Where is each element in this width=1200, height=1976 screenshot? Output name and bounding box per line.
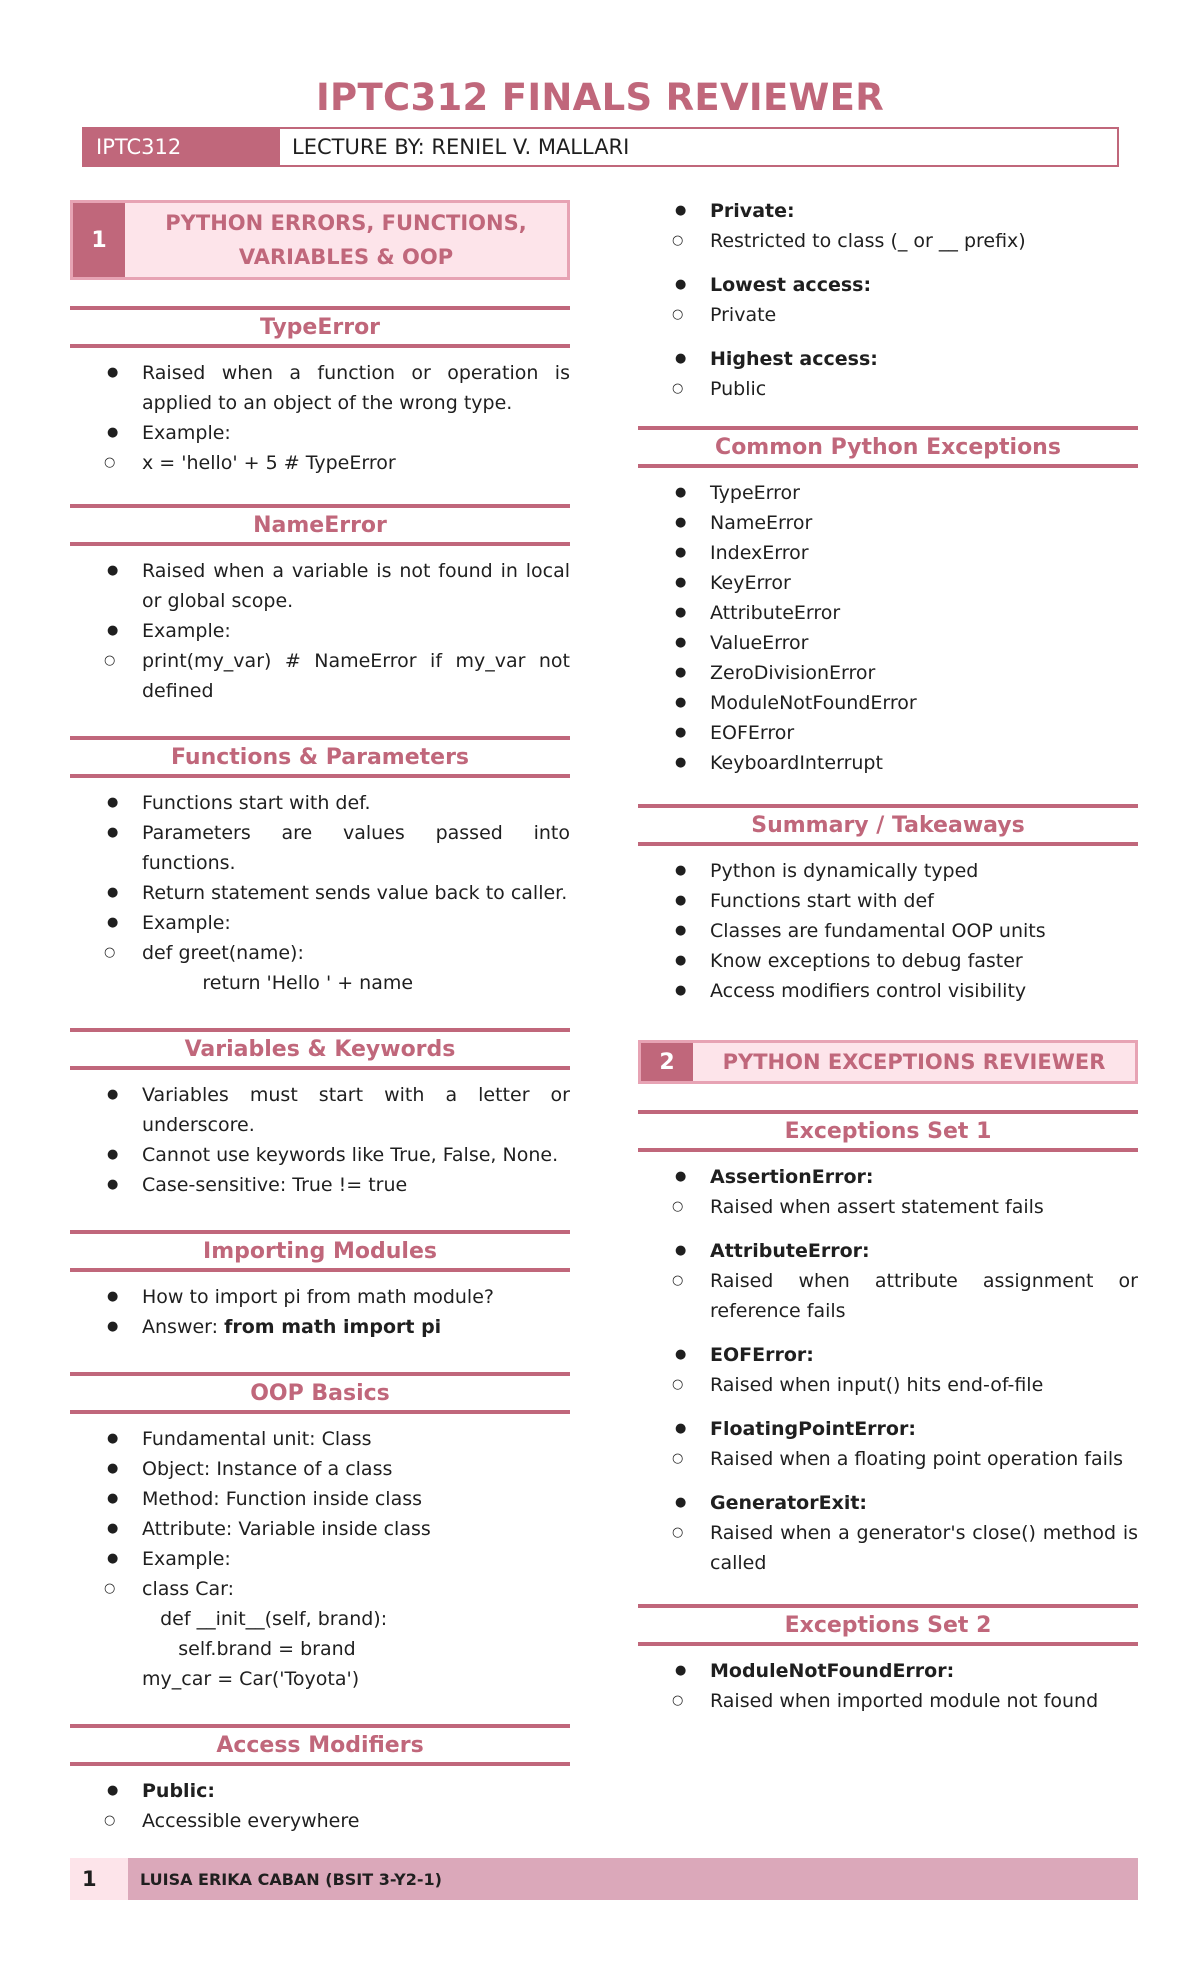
list-item: ● EOFError [638,718,1138,748]
code-line: my_car = Car('Toyota') [142,1668,360,1690]
section-title: PYTHON ERRORS, FUNCTIONS, VARIABLES & OOP [165,211,527,269]
heading-nameerror: NameError [70,504,570,546]
list-item: ● AttributeError [638,598,1138,628]
importing-list [70,1282,570,1342]
access-list [70,1776,570,1836]
list-item: ● Python is dynamically typed [638,856,1138,886]
exceptions-set1-list [638,1162,1138,1578]
common-exceptions-list [638,478,1138,778]
list-item: ● Method: Function inside class [70,1484,570,1514]
list-item: ● IndexError [638,538,1138,568]
access-public-desc: ○ Accessible everywhere [70,1806,570,1836]
heading-oop: OOP Basics [70,1372,570,1414]
code-line: self.brand = brand [142,1638,356,1660]
access-lowest-label: Lowest access: [710,274,872,296]
example-label: Example: [142,1548,231,1570]
list-item [70,1312,570,1342]
header-bar [82,127,1119,167]
answer-label: Answer: [142,1316,225,1338]
list-item: ● ModuleNotFoundError [638,688,1138,718]
footer [70,1858,1138,1900]
exception-name: ModuleNotFoundError: [710,1660,955,1682]
exception-desc: ○ Raised when attribute assignment or reference fails [638,1266,1138,1326]
list-item: ● Know exceptions to debug faster [638,946,1138,976]
exception-desc: ○ Raised when input() hits end-of-file [638,1370,1138,1400]
exception-desc: ○ Raised when assert statement fails [638,1192,1138,1222]
exception-name: GeneratorExit: [710,1492,868,1514]
list-item: ● KeyboardInterrupt [638,748,1138,778]
access-highest-desc: ○ Public [638,374,1138,404]
list-item: ● Variables must start with a letter or underscore. [70,1080,570,1140]
list-item: ● Classes are fundamental OOP units [638,916,1138,946]
answer-text: from math import pi [224,1316,442,1338]
heading-summary: Summary / Takeaways [638,804,1138,846]
list-item: ● Raised when a variable is not found in local or global scope. [70,556,570,616]
example-label: Example: [142,912,231,934]
summary-list [638,856,1138,1006]
list-item [70,1544,570,1694]
section-number: 1 [73,203,125,277]
page-number: 1 [70,1858,128,1900]
list-item: ● KeyError [638,568,1138,598]
exception-name: AttributeError: [710,1240,870,1262]
list-item: ● ZeroDivisionError [638,658,1138,688]
list-item [638,1236,1138,1326]
access-lowest-desc: ○ Private [638,300,1138,330]
access-public-label: Public: [142,1780,215,1802]
list-item: ● Access modifiers control visibility [638,976,1138,1006]
section-2-box [638,1040,1138,1084]
typeerror-list [70,358,570,478]
heading-common: Common Python Exceptions [638,426,1138,468]
exception-desc: ○ Raised when imported module not found [638,1686,1138,1716]
list-item: ● Fundamental unit: Class [70,1424,570,1454]
page-title: IPTC312 FINALS REVIEWER [315,76,885,119]
code-example [70,1574,570,1694]
heading-importing: Importing Modules [70,1230,570,1272]
list-item: ● TypeError [638,478,1138,508]
list-item: ● Functions start with def. [70,788,570,818]
list-item [70,908,570,998]
nameerror-list [70,556,570,706]
section-1-box [70,200,570,280]
left-column [70,200,570,1832]
course-code: IPTC312 [84,129,280,165]
list-item [638,1656,1138,1716]
list-item: ● ValueError [638,628,1138,658]
code-line: return 'Hello ' + name [142,972,414,994]
list-item: ● How to import pi from math module? [70,1282,570,1312]
code-example [70,938,570,998]
list-item [638,1414,1138,1474]
exception-name: FloatingPointError: [710,1418,916,1440]
list-item: ● Functions start with def [638,886,1138,916]
author-name: LUISA ERIKA CABAN (BSIT 3-Y2-1) [128,1858,1138,1900]
heading-set1: Exceptions Set 1 [638,1110,1138,1152]
list-item: ● Cannot use keywords like True, False, None. [70,1140,570,1170]
list-item [638,270,1138,330]
code-line: ○ def greet(name): [142,942,304,964]
access-highest-label: Highest access: [710,348,878,370]
code-example: ○ x = 'hello' + 5 # TypeError [70,448,570,478]
access-private-label: Private: [710,200,795,222]
heading-access: Access Modifiers [70,1724,570,1766]
heading-functions: Functions & Parameters [70,736,570,778]
access-list-continued [638,196,1138,404]
exception-name: EOFError: [710,1344,814,1366]
list-item: ● Object: Instance of a class [70,1454,570,1484]
code-line: def __init__(self, brand): [142,1608,388,1630]
list-item [638,1340,1138,1400]
code-example: ○ print(my_var) # NameError if my_var not defined [70,646,570,706]
list-item [638,1162,1138,1222]
exceptions-set2-list [638,1656,1138,1716]
list-item: ● Attribute: Variable inside class [70,1514,570,1544]
exception-desc: ○ Raised when a generator's close() method is called [638,1518,1138,1578]
list-item: ● Raised when a function or operation is applied to an object of the wrong type. [70,358,570,418]
list-item [638,344,1138,404]
variables-list [70,1080,570,1200]
heading-typeerror: TypeError [70,306,570,348]
section-number: 2 [641,1043,693,1081]
right-column [638,196,1138,1806]
functions-list [70,788,570,998]
list-item: ● Parameters are values passed into functions. [70,818,570,878]
section-title: PYTHON EXCEPTIONS REVIEWER [722,1050,1106,1074]
list-item: ● Case-sensitive: True != true [70,1170,570,1200]
list-item [70,1776,570,1836]
example-label: Example: [142,620,231,642]
lecturer: LECTURE BY: RENIEL V. MALLARI [292,135,630,159]
list-item [638,1488,1138,1578]
code-line: ○ class Car: [142,1578,234,1600]
exception-name: AssertionError: [710,1166,874,1188]
heading-variables: Variables & Keywords [70,1028,570,1070]
example-label: Example: [142,422,231,444]
oop-list [70,1424,570,1694]
list-item: ● NameError [638,508,1138,538]
heading-set2: Exceptions Set 2 [638,1604,1138,1646]
list-item [70,616,570,706]
list-item [70,418,570,478]
list-item [638,196,1138,256]
exception-desc: ○ Raised when a floating point operation fails [638,1444,1138,1474]
access-private-desc: ○ Restricted to class (_ or __ prefix) [638,226,1138,256]
list-item: ● Return statement sends value back to caller. [70,878,570,908]
